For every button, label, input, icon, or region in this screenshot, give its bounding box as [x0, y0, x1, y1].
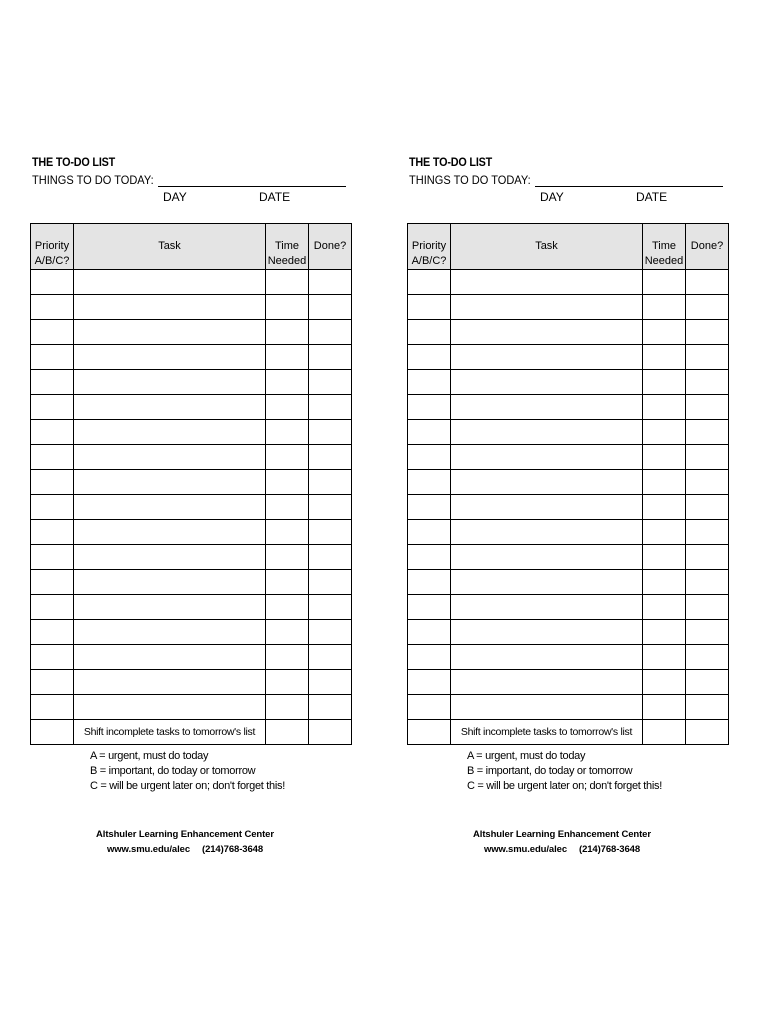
done-cell[interactable]	[309, 595, 352, 620]
priority-cell[interactable]	[31, 495, 74, 520]
time-cell[interactable]	[643, 695, 686, 720]
priority-cell[interactable]	[31, 295, 74, 320]
legend-c: C = will be urgent later on; don't forget this!	[467, 780, 662, 792]
priority-cell[interactable]	[31, 570, 74, 595]
table-row	[31, 595, 352, 620]
priority-cell[interactable]	[408, 595, 451, 620]
table-row	[31, 545, 352, 570]
priority-legend	[467, 749, 662, 794]
priority-cell[interactable]	[31, 320, 74, 345]
table-row	[31, 495, 352, 520]
time-cell[interactable]	[266, 295, 309, 320]
time-cell[interactable]	[643, 495, 686, 520]
legend-c: C = will be urgent later on; don't forget this!	[90, 780, 285, 792]
priority-legend	[90, 749, 285, 794]
priority-cell[interactable]	[408, 270, 451, 295]
time-cell[interactable]	[266, 695, 309, 720]
time-cell[interactable]	[266, 320, 309, 345]
priority-cell[interactable]	[31, 670, 74, 695]
table-row	[408, 495, 729, 520]
shift-note: Shift incomplete tasks to tomorrow's list	[74, 720, 266, 745]
task-cell[interactable]	[451, 545, 643, 570]
footer-phone: (214)768-3648	[202, 844, 264, 855]
task-cell[interactable]	[74, 420, 266, 445]
priority-header: Priority A/B/C?	[408, 224, 451, 270]
task-cell[interactable]	[74, 445, 266, 470]
time-cell[interactable]	[643, 595, 686, 620]
done-cell[interactable]	[309, 395, 352, 420]
things-to-do-label: THINGS TO DO TODAY:	[32, 173, 154, 187]
task-cell[interactable]	[451, 420, 643, 445]
done-cell[interactable]	[686, 595, 729, 620]
time-cell[interactable]	[643, 570, 686, 595]
time-cell[interactable]	[266, 345, 309, 370]
task-cell[interactable]	[74, 395, 266, 420]
task-cell[interactable]	[451, 370, 643, 395]
table-row	[31, 420, 352, 445]
done-cell[interactable]	[686, 520, 729, 545]
priority-cell[interactable]	[408, 320, 451, 345]
time-cell[interactable]	[266, 395, 309, 420]
time-cell[interactable]	[643, 270, 686, 295]
done-cell[interactable]	[686, 345, 729, 370]
table-row	[31, 345, 352, 370]
footer-url: www.smu.edu/alec	[106, 844, 190, 855]
shift-note: Shift incomplete tasks to tomorrow's list	[451, 720, 643, 745]
time-cell[interactable]	[266, 720, 309, 745]
time-cell[interactable]	[643, 445, 686, 470]
time-cell[interactable]	[266, 595, 309, 620]
task-cell[interactable]	[74, 645, 266, 670]
task-cell[interactable]	[451, 320, 643, 345]
priority-cell[interactable]	[31, 520, 74, 545]
task-cell[interactable]	[451, 345, 643, 370]
priority-cell[interactable]	[408, 545, 451, 570]
time-cell[interactable]	[643, 345, 686, 370]
task-cell[interactable]	[74, 670, 266, 695]
table-row	[408, 370, 729, 395]
table-row	[408, 645, 729, 670]
priority-cell[interactable]	[31, 545, 74, 570]
table-row	[31, 270, 352, 295]
table-row	[408, 520, 729, 545]
done-cell[interactable]	[686, 545, 729, 570]
time-cell[interactable]	[266, 370, 309, 395]
priority-cell[interactable]	[408, 420, 451, 445]
time-cell[interactable]	[643, 295, 686, 320]
done-cell[interactable]	[686, 670, 729, 695]
time-cell[interactable]	[266, 620, 309, 645]
priority-cell[interactable]	[31, 695, 74, 720]
done-cell[interactable]	[309, 720, 352, 745]
done-cell[interactable]	[686, 370, 729, 395]
done-cell[interactable]	[686, 570, 729, 595]
task-cell[interactable]	[451, 395, 643, 420]
done-cell[interactable]	[309, 370, 352, 395]
time-cell[interactable]	[643, 420, 686, 445]
table-row	[31, 470, 352, 495]
task-cell[interactable]	[451, 595, 643, 620]
things-to-do-line[interactable]	[158, 186, 346, 187]
table-row	[31, 395, 352, 420]
task-cell[interactable]	[451, 270, 643, 295]
time-cell[interactable]	[266, 570, 309, 595]
table-row	[31, 570, 352, 595]
done-cell[interactable]	[309, 445, 352, 470]
done-cell[interactable]	[309, 620, 352, 645]
priority-cell[interactable]	[408, 620, 451, 645]
todo-table	[30, 223, 352, 745]
task-cell[interactable]	[74, 570, 266, 595]
done-cell[interactable]	[309, 495, 352, 520]
priority-cell[interactable]	[408, 695, 451, 720]
priority-cell[interactable]	[31, 420, 74, 445]
date-label: DATE	[259, 190, 291, 204]
priority-cell[interactable]	[31, 595, 74, 620]
table-row	[31, 320, 352, 345]
priority-cell[interactable]	[31, 370, 74, 395]
done-cell[interactable]	[686, 295, 729, 320]
date-label: DATE	[636, 190, 668, 204]
done-cell[interactable]	[686, 495, 729, 520]
priority-cell[interactable]	[408, 670, 451, 695]
done-cell[interactable]	[686, 695, 729, 720]
table-row	[31, 670, 352, 695]
task-cell[interactable]	[451, 645, 643, 670]
done-cell[interactable]	[309, 695, 352, 720]
things-to-do-line[interactable]	[535, 186, 723, 187]
task-cell[interactable]	[451, 445, 643, 470]
time-cell[interactable]	[266, 645, 309, 670]
task-cell[interactable]	[74, 620, 266, 645]
time-cell[interactable]	[643, 395, 686, 420]
table-row	[408, 420, 729, 445]
table-row	[31, 520, 352, 545]
legend-b: B = important, do today or tomorrow	[467, 765, 633, 777]
priority-cell[interactable]	[31, 445, 74, 470]
table-row	[31, 295, 352, 320]
table-row	[31, 620, 352, 645]
time-cell[interactable]	[643, 470, 686, 495]
task-cell[interactable]	[74, 545, 266, 570]
done-cell[interactable]	[686, 720, 729, 745]
done-header: Done?	[309, 224, 352, 270]
table-row	[408, 345, 729, 370]
priority-cell[interactable]	[408, 370, 451, 395]
table-row	[408, 620, 729, 645]
done-cell[interactable]	[686, 445, 729, 470]
footer-contact	[407, 844, 717, 855]
table-row	[408, 595, 729, 620]
done-cell[interactable]	[309, 520, 352, 545]
priority-cell[interactable]	[408, 570, 451, 595]
time-cell[interactable]	[266, 470, 309, 495]
task-cell[interactable]	[74, 320, 266, 345]
task-cell[interactable]	[74, 595, 266, 620]
priority-cell[interactable]	[408, 445, 451, 470]
done-cell[interactable]	[309, 345, 352, 370]
table-row	[31, 695, 352, 720]
done-header: Done?	[686, 224, 729, 270]
task-header: Task	[74, 224, 266, 270]
footer-org: Altshuler Learning Enhancement Center	[96, 829, 274, 840]
things-to-do-label: THINGS TO DO TODAY:	[409, 173, 531, 187]
table-row	[408, 470, 729, 495]
done-cell[interactable]	[686, 320, 729, 345]
task-cell[interactable]	[74, 295, 266, 320]
task-cell[interactable]	[451, 520, 643, 545]
task-cell[interactable]	[451, 495, 643, 520]
priority-cell[interactable]	[408, 345, 451, 370]
priority-cell[interactable]	[31, 345, 74, 370]
time-cell[interactable]	[643, 620, 686, 645]
sheet-title: THE TO-DO LIST	[409, 155, 493, 169]
task-header: Task	[451, 224, 643, 270]
table-row	[31, 645, 352, 670]
table-row	[408, 320, 729, 345]
task-cell[interactable]	[451, 295, 643, 320]
task-cell[interactable]	[74, 695, 266, 720]
shift-row	[408, 720, 729, 745]
priority-cell[interactable]	[408, 295, 451, 320]
time-cell[interactable]	[266, 545, 309, 570]
time-cell[interactable]	[643, 545, 686, 570]
todo-table	[407, 223, 729, 745]
priority-cell[interactable]	[408, 395, 451, 420]
priority-cell[interactable]	[31, 720, 74, 745]
task-cell[interactable]	[451, 670, 643, 695]
footer-url: www.smu.edu/alec	[483, 844, 567, 855]
time-cell[interactable]	[643, 645, 686, 670]
done-cell[interactable]	[309, 320, 352, 345]
time-cell[interactable]	[643, 720, 686, 745]
task-cell[interactable]	[451, 695, 643, 720]
task-cell[interactable]	[451, 570, 643, 595]
done-cell[interactable]	[309, 420, 352, 445]
done-cell[interactable]	[686, 620, 729, 645]
done-cell[interactable]	[309, 645, 352, 670]
todo-sheet-left	[30, 0, 360, 1024]
shift-row	[31, 720, 352, 745]
task-cell[interactable]	[74, 370, 266, 395]
priority-cell[interactable]	[408, 470, 451, 495]
time-needed-header: Time Needed	[643, 224, 686, 270]
time-cell[interactable]	[643, 670, 686, 695]
time-cell[interactable]	[266, 495, 309, 520]
table-row	[408, 295, 729, 320]
time-cell[interactable]	[266, 520, 309, 545]
task-cell[interactable]	[74, 495, 266, 520]
done-cell[interactable]	[309, 470, 352, 495]
priority-cell[interactable]	[408, 495, 451, 520]
table-row	[408, 670, 729, 695]
task-cell[interactable]	[74, 520, 266, 545]
table-row	[408, 445, 729, 470]
done-cell[interactable]	[309, 270, 352, 295]
task-cell[interactable]	[74, 470, 266, 495]
done-cell[interactable]	[686, 645, 729, 670]
table-row	[408, 395, 729, 420]
footer-contact	[30, 844, 340, 855]
todo-sheet-right	[407, 0, 737, 1024]
footer-org: Altshuler Learning Enhancement Center	[473, 829, 651, 840]
time-cell[interactable]	[266, 270, 309, 295]
priority-cell[interactable]	[31, 270, 74, 295]
done-cell[interactable]	[686, 395, 729, 420]
table-row	[408, 570, 729, 595]
time-cell[interactable]	[266, 670, 309, 695]
legend-b: B = important, do today or tomorrow	[90, 765, 256, 777]
legend-a: A = urgent, must do today	[90, 750, 209, 762]
done-cell[interactable]	[309, 670, 352, 695]
table-row	[31, 445, 352, 470]
time-cell[interactable]	[643, 520, 686, 545]
task-cell[interactable]	[74, 270, 266, 295]
table-row	[408, 695, 729, 720]
day-label: DAY	[540, 190, 564, 204]
time-cell[interactable]	[643, 320, 686, 345]
time-cell[interactable]	[643, 370, 686, 395]
done-cell[interactable]	[686, 470, 729, 495]
done-cell[interactable]	[309, 570, 352, 595]
done-cell[interactable]	[686, 270, 729, 295]
priority-cell[interactable]	[31, 470, 74, 495]
time-cell[interactable]	[266, 445, 309, 470]
priority-cell[interactable]	[31, 645, 74, 670]
task-cell[interactable]	[451, 470, 643, 495]
task-cell[interactable]	[74, 345, 266, 370]
legend-a: A = urgent, must do today	[467, 750, 586, 762]
priority-cell[interactable]	[408, 645, 451, 670]
table-row	[408, 270, 729, 295]
day-label: DAY	[163, 190, 187, 204]
priority-cell[interactable]	[31, 620, 74, 645]
priority-cell[interactable]	[408, 520, 451, 545]
time-needed-header: Time Needed	[266, 224, 309, 270]
sheet-title: THE TO-DO LIST	[32, 155, 116, 169]
done-cell[interactable]	[309, 545, 352, 570]
priority-cell[interactable]	[408, 720, 451, 745]
done-cell[interactable]	[309, 295, 352, 320]
footer-phone: (214)768-3648	[579, 844, 641, 855]
task-cell[interactable]	[451, 620, 643, 645]
table-row	[408, 545, 729, 570]
priority-header: Priority A/B/C?	[31, 224, 74, 270]
done-cell[interactable]	[686, 420, 729, 445]
time-cell[interactable]	[266, 420, 309, 445]
table-row	[31, 370, 352, 395]
priority-cell[interactable]	[31, 395, 74, 420]
